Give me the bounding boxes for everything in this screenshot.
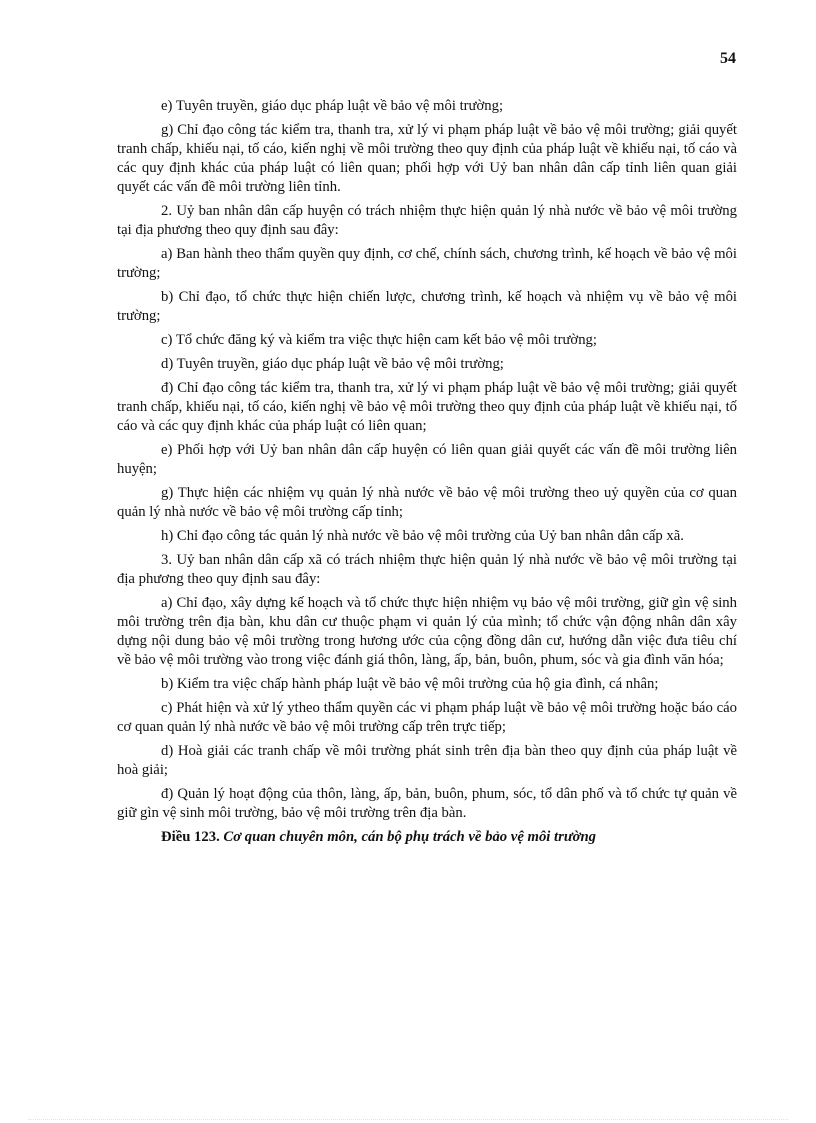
paragraph-1e: e) Tuyên truyền, giáo dục pháp luật về bảo vệ môi trường;: [161, 98, 504, 114]
page-number: 54: [720, 50, 736, 67]
paragraph-3c: c) Phát hiện và xử lý ytheo thẩm quyền các vi phạm pháp luật về bảo vệ môi trường hoặc báo cáo cơ quan quản lý nhà nước về bảo vệ môi trường cấp trên trực tiếp;: [117, 700, 737, 735]
paragraph-2e: e) Phối hợp với Uỷ ban nhân dân cấp huyện có liên quan giải quyết các vấn đề môi trường liên huyện;: [117, 442, 737, 477]
paragraph-2a: a) Ban hành theo thẩm quyền quy định, cơ chế, chính sách, chương trình, kế hoạch về bảo vệ môi trường;: [117, 246, 737, 281]
paragraph-3b: b) Kiểm tra việc chấp hành pháp luật về bảo vệ môi trường của hộ gia đình, cá nhân;: [161, 676, 659, 692]
paragraph-3a: a) Chỉ đạo, xây dựng kế hoạch và tổ chức thực hiện nhiệm vụ bảo vệ môi trường, giữ gìn vệ sinh môi trường trên địa bàn, khu dân cư thuộc phạm vi quản lý của mình; tổ chức vận động nhân dân xây dựng nội dung bảo vệ môi trường trong hương ước của cộng đồng dân cư, hướng dẫn việc đưa tiêu chí về bảo vệ môi trường vào trong việc đánh giá thôn, làng, ấp, bản, buôn, phum, sóc và gia đình văn hóa;: [117, 595, 737, 668]
page-bottom-divider: [28, 1119, 788, 1120]
paragraph-3d: d) Hoà giải các tranh chấp về môi trường phát sinh trên địa bàn theo quy định của pháp luật về hoà giải;: [117, 743, 737, 778]
paragraph-2c: c) Tổ chức đăng ký và kiểm tra việc thực hiện cam kết bảo vệ môi trường;: [161, 332, 597, 348]
paragraph-2b: b) Chỉ đạo, tổ chức thực hiện chiến lược, chương trình, kế hoạch và nhiệm vụ về bảo vệ môi trường;: [117, 289, 737, 324]
article-title: Cơ quan chuyên môn, cán bộ phụ trách về bảo vệ môi trường: [223, 829, 597, 845]
document-body: [117, 97, 737, 847]
article-heading: [117, 828, 737, 847]
article-number: Điều 123.: [161, 829, 220, 845]
paragraph-3dd: đ) Quản lý hoạt động của thôn, làng, ấp, bản, buôn, phum, sóc, tổ dân phố và tổ chức tự quản về giữ gìn vệ sinh môi trường, bảo vệ môi trường trên địa bàn.: [117, 786, 737, 821]
paragraph-2g: g) Thực hiện các nhiệm vụ quản lý nhà nước về bảo vệ môi trường theo uỷ quyền của cơ quan quản lý nhà nước về bảo vệ môi trường cấp tỉnh;: [117, 485, 737, 520]
paragraph-2-intro: 2. Uỷ ban nhân dân cấp huyện có trách nhiệm thực hiện quản lý nhà nước về bảo vệ môi trường tại địa phương theo quy định sau đây:: [117, 203, 737, 238]
paragraph-2d: d) Tuyên truyền, giáo dục pháp luật về bảo vệ môi trường;: [161, 356, 504, 372]
paragraph-3-intro: 3. Uỷ ban nhân dân cấp xã có trách nhiệm thực hiện quản lý nhà nước về bảo vệ môi trường tại địa phương theo quy định sau đây:: [117, 552, 737, 587]
paragraph-2h: h) Chỉ đạo công tác quản lý nhà nước về bảo vệ môi trường của Uỷ ban nhân dân cấp xã.: [161, 528, 684, 544]
paragraph-2dd: đ) Chỉ đạo công tác kiểm tra, thanh tra, xử lý vi phạm pháp luật về bảo vệ môi trường; giải quyết tranh chấp, khiếu nại, tố cáo, kiến nghị về bảo vệ môi trường theo quy định của pháp luật về khiếu nại, tố cáo và các quy định khác của pháp luật có liên quan;: [117, 380, 737, 434]
paragraph-1g: g) Chỉ đạo công tác kiểm tra, thanh tra, xử lý vi phạm pháp luật về bảo vệ môi trường; giải quyết tranh chấp, khiếu nại, tố cáo, kiến nghị về môi trường theo quy định của pháp luật về khiếu nại, tố cáo và các quy định khác của pháp luật có liên quan; phối hợp với Uỷ ban nhân dân cấp tỉnh liên quan giải quyết các vấn đề môi trường liên tỉnh.: [117, 122, 737, 195]
